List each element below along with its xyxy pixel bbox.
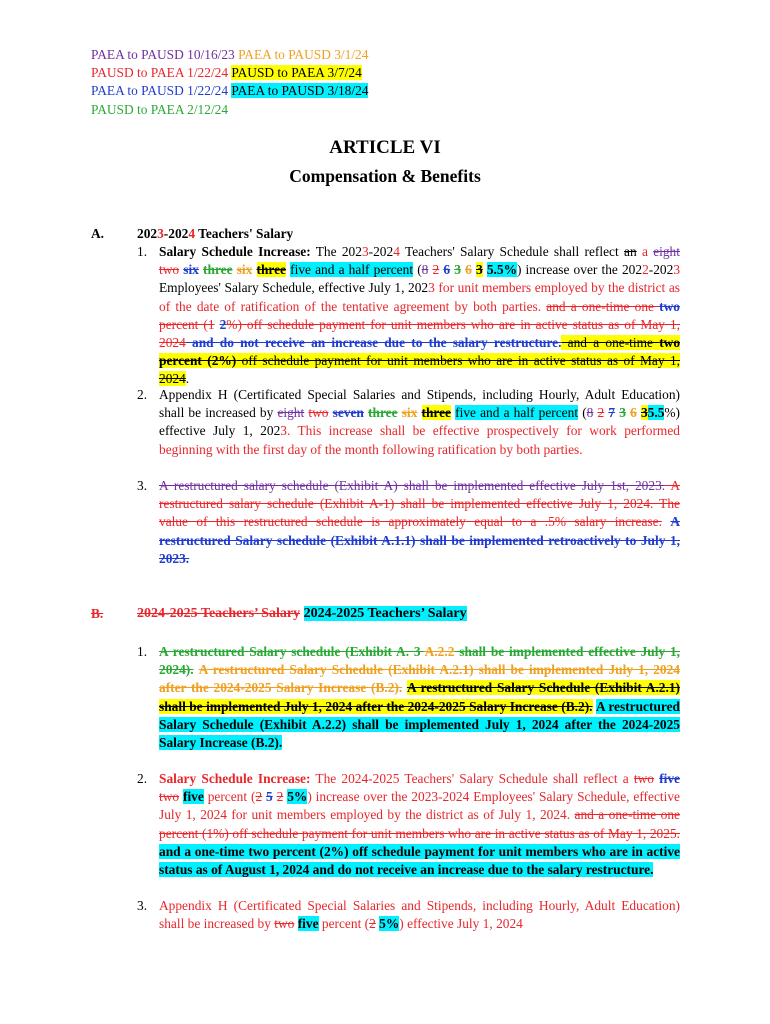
text-run: percent ( bbox=[203, 789, 256, 805]
text-run: A restructured Salary Schedule (Exhibit A.2.1) shall be implemented July 1, 2024 after the 2024-2025 Salary Increase (B.2). bbox=[159, 662, 680, 696]
text-run: percent ( bbox=[159, 316, 208, 332]
text-run: 2024-2025 Teachers’ Salary bbox=[137, 606, 301, 621]
text-run: three bbox=[421, 405, 451, 421]
legend-line bbox=[91, 101, 368, 119]
section-heading bbox=[137, 605, 467, 623]
text-run: two percent (2%) bbox=[159, 335, 681, 369]
text-run bbox=[417, 405, 421, 420]
text-run: 6 bbox=[630, 405, 637, 421]
text-run: and a one-time one bbox=[546, 298, 660, 314]
text-run: -202 bbox=[648, 262, 674, 278]
text-run: seven bbox=[332, 405, 364, 421]
text-run: 5.5 bbox=[647, 405, 665, 421]
text-run: 6 bbox=[443, 262, 451, 278]
text-run: three bbox=[203, 262, 233, 278]
text-run: 2 bbox=[219, 316, 227, 332]
item-text bbox=[159, 897, 680, 933]
text-run: off schedule payment for unit members who are in active status as of May 1, 2024 bbox=[159, 353, 680, 387]
text-run: 3 bbox=[280, 423, 287, 439]
list-item bbox=[137, 643, 680, 752]
text-run: 3 bbox=[619, 405, 626, 421]
text-run: PAEA to PAUSD 3/1/24 bbox=[238, 47, 369, 62]
text-run: % bbox=[503, 262, 517, 278]
text-run: 3 bbox=[361, 244, 369, 259]
item-text bbox=[159, 643, 680, 752]
text-run: 3 bbox=[428, 280, 435, 296]
text-run: 2024-2025 Teachers’ Salary bbox=[303, 606, 467, 621]
text-run: A restructured salary schedule (Exhibit A-1) shall be implemented effective July 1, 2024. The value of this restructured schedule is approximately equal to a .5% salary increase. bbox=[159, 478, 680, 530]
text-run: six bbox=[401, 405, 418, 421]
text-run: 3 bbox=[475, 262, 483, 278]
text-run: two bbox=[659, 298, 680, 314]
text-run: Appendix H (Certificated Special Salaries and Stipends, including Hourly, Adult Education) shall be increased by bbox=[159, 898, 680, 932]
item-number: 2. bbox=[137, 387, 148, 402]
text-run: 3 bbox=[673, 262, 681, 278]
list-item bbox=[137, 243, 680, 389]
text-run: 8 bbox=[586, 405, 594, 421]
text-run: 4 bbox=[188, 226, 196, 241]
item-number: 3. bbox=[137, 898, 148, 913]
text-run: eight bbox=[277, 405, 305, 421]
text-run: 202 bbox=[137, 226, 158, 241]
list-item bbox=[137, 386, 680, 459]
text-run: ) effective July 1, 2024 bbox=[399, 916, 523, 932]
text-run: ) increase over the 2023-2024 Employees' Salary Schedule, effective July 1, 2024 for unit members employed by the district as of July 1, 2024. bbox=[159, 789, 680, 823]
text-run: The 202 bbox=[310, 244, 362, 259]
revision-legend bbox=[91, 46, 368, 119]
text-run: 7 bbox=[608, 405, 616, 421]
item-number: 1. bbox=[137, 644, 148, 659]
text-run: Salary Schedule Increase: bbox=[159, 771, 311, 786]
list-item bbox=[137, 770, 680, 879]
text-run: 2 bbox=[432, 262, 440, 278]
item-number: 1. bbox=[137, 244, 148, 259]
legend-line bbox=[91, 64, 368, 82]
text-run: two bbox=[274, 916, 295, 932]
text-run: five bbox=[659, 771, 681, 786]
legend-line bbox=[91, 46, 368, 64]
text-run: Teachers' Salary bbox=[195, 226, 294, 241]
text-run: 1 bbox=[207, 316, 215, 332]
text-run: 2 bbox=[276, 789, 284, 805]
text-run: three bbox=[368, 405, 398, 421]
section-heading bbox=[137, 225, 293, 243]
text-run: 4 bbox=[393, 244, 400, 259]
text-run: . bbox=[185, 371, 190, 387]
text-run: PAEA to PAUSD 3/18/24 bbox=[231, 83, 369, 99]
text-run: percent ( bbox=[318, 916, 370, 932]
item-text bbox=[159, 477, 680, 568]
text-run: PAEA to PAUSD 1/22/24 bbox=[91, 83, 232, 99]
text-run: 3 bbox=[454, 262, 461, 278]
text-run: two bbox=[308, 405, 329, 421]
text-run: 2 bbox=[369, 916, 376, 932]
section-label: B. bbox=[91, 606, 104, 621]
text-run: A restructured Salary Schedule (Exhibit A.2.1) shall be implemented July 1, 2024 after the 2024-2025 Salary Increase (B.2). bbox=[159, 680, 680, 714]
text-run: six bbox=[236, 262, 253, 278]
text-run: three bbox=[256, 262, 286, 278]
article-subtitle: Compensation & Benefits bbox=[289, 166, 481, 186]
text-run: PAUSD to PAEA 2/12/24 bbox=[91, 101, 229, 117]
text-run: ) increase over the 202 bbox=[516, 262, 643, 278]
text-run: a bbox=[641, 244, 648, 259]
item-text bbox=[159, 770, 680, 879]
text-run: 5% bbox=[379, 916, 400, 932]
text-run: 8 bbox=[421, 262, 429, 278]
text-run: 5% bbox=[287, 789, 308, 805]
text-run: and a one-time two percent (2%) off schedule payment for unit members who are in active status as of August 1, 2024 and do not receive an increase due to the salary restructure. bbox=[159, 843, 680, 878]
text-run: -202 bbox=[163, 226, 189, 241]
text-run: Employees' Salary Schedule, effective July 1, 202 bbox=[159, 280, 429, 296]
text-run: Appendix H (Certificated Special Salaries and Stipends, including Hourly, Adult Education) shall be increased by bbox=[159, 387, 680, 421]
text-run: 5 bbox=[266, 789, 273, 805]
text-run: A restructured salary schedule (Exhibit A) shall be implemented effective July 1st, 2023. bbox=[159, 478, 666, 493]
text-run: 2 bbox=[597, 405, 605, 421]
item-text bbox=[159, 243, 680, 389]
text-run: PAUSD to PAEA 1/22/24 bbox=[91, 65, 232, 81]
text-run: 2 bbox=[642, 262, 649, 278]
text-run: and do not receive an increase due to the salary restructure. bbox=[185, 335, 562, 351]
text-run: and a one-time bbox=[561, 335, 660, 351]
text-run: -202 bbox=[368, 244, 394, 259]
text-run: PAUSD to PAEA 3/7/24 bbox=[231, 65, 362, 81]
text-run: Teachers' Salary Schedule shall reflect bbox=[399, 244, 625, 259]
text-run: %) effective July 1, 202 bbox=[159, 405, 681, 439]
text-run: five bbox=[182, 789, 204, 805]
text-run: Salary Schedule Increase: bbox=[159, 244, 311, 259]
section-label: A. bbox=[91, 226, 105, 241]
text-run: A restructured Salary Schedule (Exhibit A.2.2) shall be implemented July 1, 2024 after the 2024-2025 Salary Increase (B.2). bbox=[159, 698, 680, 751]
text-run bbox=[252, 262, 256, 277]
text-run: and a one-time one percent (1%) off schedule payment for unit members who are in active status as of May 1, 2025. bbox=[159, 807, 680, 841]
text-run: five and a half percent bbox=[455, 405, 579, 421]
text-run: for unit members employed by the district as of the date of ratification of the tentative agreement by both parties. bbox=[159, 280, 680, 314]
text-run: The 2024-2025 Teachers' Salary Schedule shall reflect a bbox=[310, 771, 634, 786]
text-run: an bbox=[624, 244, 637, 259]
text-run: 5.5 bbox=[486, 262, 504, 278]
text-run: two bbox=[159, 262, 180, 278]
text-run: . This increase shall be effective prospectively for work performed beginning with the first day of the month following ratification by both parties. bbox=[159, 423, 680, 457]
text-run: A restructured Salary schedule (Exhibit A. 3 bbox=[159, 644, 425, 659]
text-run: two bbox=[159, 789, 180, 805]
text-run: six bbox=[183, 262, 199, 278]
list-item bbox=[137, 477, 680, 568]
text-run: A.2.2 bbox=[424, 644, 455, 659]
text-run: eight bbox=[653, 244, 680, 259]
list-item bbox=[137, 897, 680, 933]
item-text bbox=[159, 386, 680, 459]
text-run: two bbox=[633, 771, 654, 786]
item-number: 3. bbox=[137, 478, 148, 493]
text-run: 3 bbox=[640, 405, 648, 421]
text-run: five bbox=[297, 916, 319, 932]
text-run: %) off schedule payment for unit members who are in active status as of May 1, 2024 bbox=[159, 316, 680, 351]
text-run: 2 bbox=[255, 789, 263, 805]
text-run: ( bbox=[413, 262, 422, 278]
item-number: 2. bbox=[137, 771, 148, 786]
text-run: five and a half percent bbox=[290, 262, 414, 278]
article-title: ARTICLE VI bbox=[329, 137, 441, 158]
text-run: shall be implemented effective July 1, 2024). bbox=[159, 644, 680, 678]
text-run: 3 bbox=[157, 226, 164, 241]
text-run: 6 bbox=[465, 262, 472, 278]
text-run: A restructured Salary schedule (Exhibit A.1.1) shall be implemented retroactively to July 1, 2023. bbox=[159, 514, 680, 566]
text-run: ( bbox=[578, 405, 587, 421]
legend-line bbox=[91, 82, 368, 100]
text-run: PAEA to PAUSD 10/16/23 bbox=[91, 47, 239, 62]
